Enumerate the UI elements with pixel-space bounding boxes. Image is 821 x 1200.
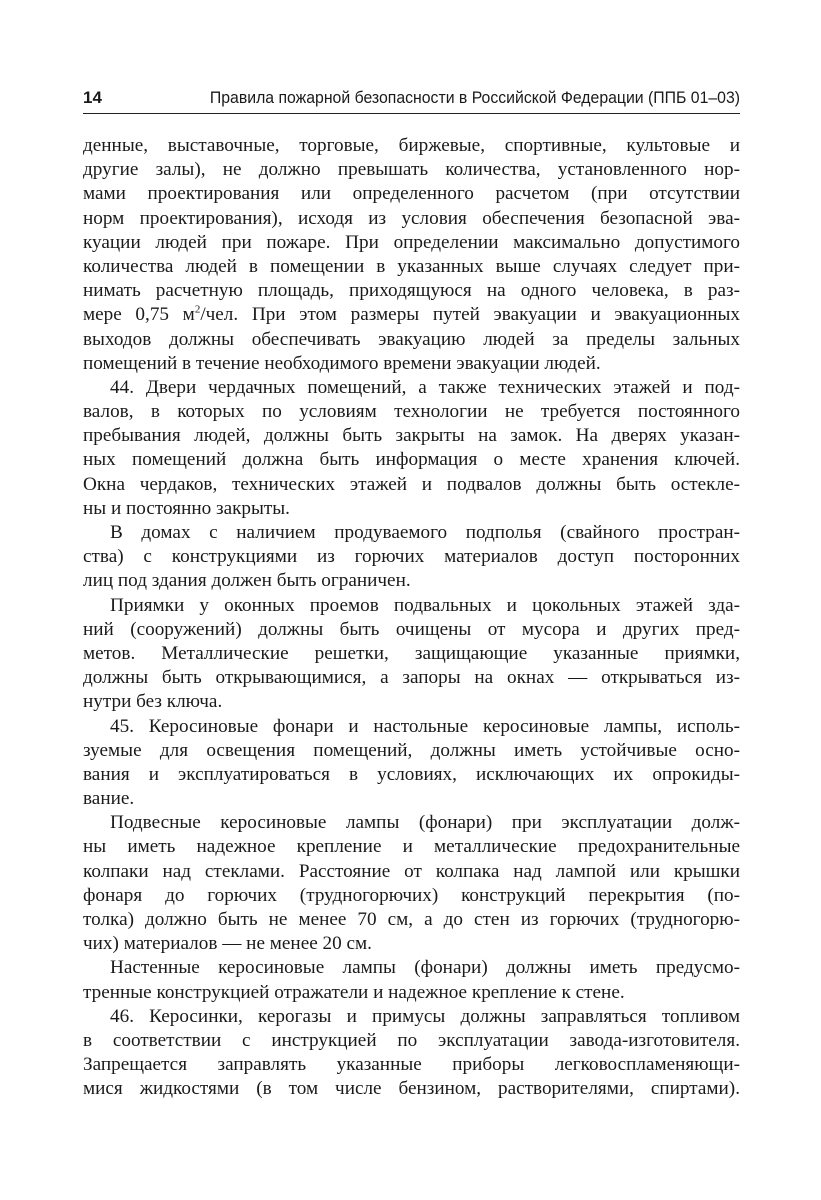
- text-line: денные, выставочные, торговые, биржевые, спортивные, культовые и: [83, 135, 740, 156]
- paragraph: [83, 376, 740, 521]
- text-line: ства) с конструкциями из горючих материалов доступ посторонних: [83, 546, 740, 568]
- text-line: 44. Двери чердачных помещений, а также технических этажей и под-: [110, 376, 740, 398]
- text-line: лиц под здания должен быть ограничен.: [83, 570, 411, 592]
- text-line: толка) должно быть не менее 70 см, а до стен из горючих (трудногорю-: [83, 909, 740, 930]
- text-line: Настенные керосиновые лампы (фонари) должны иметь предусмо-: [110, 957, 740, 979]
- text-line: вания и эксплуатироваться в условиях, исключающих их опрокиды-: [83, 763, 740, 785]
- text-line: должны быть открывающимися, а запоры на окнах — открываться из-: [83, 667, 740, 689]
- text-line: Приямки у оконных проемов подвальных и цокольных этажей зда-: [110, 594, 740, 616]
- header-rule: [83, 113, 740, 114]
- text-line: ных помещений должна быть информация о месте хранения ключей.: [83, 449, 740, 471]
- text-line: мами проектирования или определенного расчетом (при отсутствии: [83, 183, 740, 205]
- text-line: пребывания людей, должны быть закрыты на замок. На дверях указан-: [83, 425, 740, 447]
- paragraph: [83, 956, 740, 1004]
- running-header: [83, 88, 740, 112]
- body-text: [83, 134, 740, 1102]
- text-line: нимать расчетную площадь, приходящуюся на одного человека, в раз-: [83, 280, 740, 302]
- text-line: метов. Металлические решетки, защищающие указанные приямки,: [83, 642, 740, 664]
- text-line: нутри без ключа.: [83, 691, 223, 713]
- text-line: валов, в которых по условиям технологии не требуется постоянного: [83, 401, 740, 423]
- text-line: колпаки над стеклами. Расстояние от колпака над лампой или крышки: [83, 860, 740, 882]
- paragraph: [83, 521, 740, 594]
- text-line: ны иметь надежное крепление и металлические предохранительные: [83, 836, 740, 858]
- text-line: 45. Керосиновые фонари и настольные керосиновые лампы, исполь-: [110, 715, 740, 737]
- page-number: 14: [83, 88, 102, 107]
- text-line: Окна чердаков, технических этажей и подвалов должны быть остекле-: [83, 473, 740, 495]
- paragraph: [83, 594, 740, 715]
- text-line: мере 0,75 $м^2$/чел. При этом размеры путей эвакуации и эвакуационных: [83, 303, 740, 326]
- paragraph: [83, 134, 740, 376]
- text-line: 46. Керосинки, керогазы и примусы должны заправляться топливом: [110, 1005, 740, 1027]
- text-line: в соответствии с инструкцией по эксплуатации завода-изготовителя.: [83, 1029, 740, 1051]
- text-line: Подвесные керосиновые лампы (фонари) при эксплуатации долж-: [110, 812, 740, 834]
- text-line: норм проектирования), исходя из условия обеспечения безопасной эва-: [83, 207, 740, 229]
- text-line: ний (сооружений) должны быть очищены от мусора и других пред-: [83, 618, 740, 640]
- text-line: мися жидкостями (в том числе бензином, растворителями, спиртами).: [83, 1078, 740, 1100]
- text-line: выходов должны обеспечивать эвакуацию людей за пределы зальных: [83, 328, 740, 350]
- text-line: другие залы), не должно превышать количества, установленного нор-: [83, 159, 740, 181]
- text-line: чих) материалов — не менее 20 см.: [83, 933, 372, 955]
- paragraph: [83, 811, 740, 956]
- text-line: фонаря до горючих (трудногорючих) конструкций перекрытия (по-: [83, 884, 740, 906]
- paragraph: [83, 1005, 740, 1102]
- paragraph: [83, 715, 740, 812]
- running-title: Правила пожарной безопасности в Российской Федерации (ППБ 01–03): [209, 88, 740, 107]
- text-line: куации людей при пожаре. При определении максимально допустимого: [83, 231, 740, 253]
- text-line: вание.: [83, 788, 135, 810]
- text-line: В домах с наличием продуваемого подполья (свайного простран-: [110, 522, 740, 543]
- text-line: количества людей в помещении в указанных выше случаях следует при-: [83, 255, 740, 277]
- text-line: зуемые для освещения помещений, должны иметь устойчивые осно-: [83, 739, 740, 761]
- text-line: Запрещается заправлять указанные приборы легковоспламеняющи-: [83, 1054, 740, 1076]
- text-line: ны и постоянно закрыты.: [83, 497, 290, 519]
- text-line: тренные конструкцией отражатели и надежное крепление к стене.: [83, 981, 625, 1003]
- text-line: помещений в течение необходимого времени эвакуации людей.: [83, 352, 601, 374]
